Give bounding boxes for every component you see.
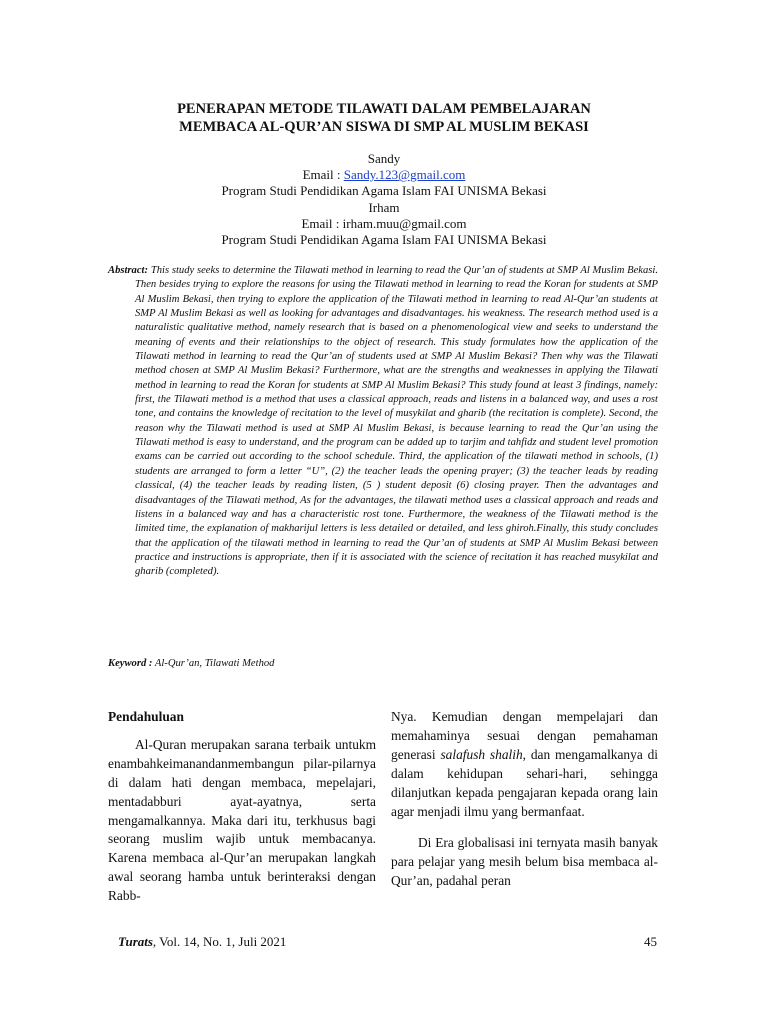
body-column-right xyxy=(391,708,658,891)
journal-name: Turats xyxy=(118,934,153,949)
footer-citation xyxy=(118,934,286,950)
body-paragraph-2: Di Era globalisasi ini ternyata masih banyak para pelajar yang mesih belum bisa membaca al-Qur’an, padahal peran xyxy=(391,835,658,889)
author-1-email-link[interactable]: Sandy.123@gmail.com xyxy=(343,167,466,183)
body-paragraph-1-part-a: Al-Quran merupakan sarana terbaik xyxy=(135,736,336,752)
author-2-email: Email : irham.muu@gmail.com xyxy=(301,215,467,231)
body-paragraph-1-cont-part-a: Nya. Kemudian dengan mempelajari dan memahaminya sesuai dengan pemahaman generasi xyxy=(391,709,658,762)
body-paragraph-1-part-c: pilar-pilarnya di dalam hati dengan membaca, mepelajari, mentadabburi ayat-ayatnya, serta mengamalkannya. Maka dari itu, terkhusus bagi seorang muslim wajib untuk membacanya. Karena membaca al-Qur’an merupakan langkah awal seorang hamba untuk berinteraksi dengan Rabb- xyxy=(108,755,376,904)
body-paragraph-1 xyxy=(108,736,376,906)
author-1-email-label: Email : xyxy=(302,167,344,183)
section-heading-pendahuluan: Pendahuluan xyxy=(108,709,184,724)
body-column-left xyxy=(108,708,376,906)
author-2-name: Irham xyxy=(368,199,400,215)
journal-volume: , Vol. 14, No. 1, Juli 2021 xyxy=(152,934,287,949)
paper-title-line-1: PENERAPAN METODE TILAWATI DALAM PEMBELAJARAN xyxy=(177,101,591,117)
author-block xyxy=(108,151,660,248)
page-number: 45 xyxy=(644,934,657,949)
paper-title-line-2: MEMBACA AL-QUR’AN SISWA DI SMP AL MUSLIM BEKASI xyxy=(179,119,589,135)
author-1-name: Sandy xyxy=(367,151,401,166)
body-paragraph-1-continued xyxy=(391,708,658,821)
body-paragraph-1-part-b: untukmenambahkeimanandanmembangun xyxy=(108,736,376,771)
keyword-label: Keyword : xyxy=(108,658,153,669)
italic-term-salafush-shalih: salafush shalih xyxy=(440,746,523,762)
author-1-affiliation: Program Studi Pendidikan Agama Islam FAI UNISMA Bekasi xyxy=(221,183,547,199)
abstract-text: This study seeks to determine the Tilawati method in learning to read the Qur’an of students at SMP Al Muslim Bekasi. Then besides trying to explore the reasons for using the Tilawati method in learning to read the Koran for students at SMP Al Muslim Bekasi, then trying to explore the application of the Tilawati method in learning to read Al-Qur’an students at SMP Al Muslim Bekasi as well as looking for advantages and disadvantages. his weakness. The research method used is a naturalistic qualitative method, namely research that is based on a phenomenological view and seeks to understand the meaning of events and their relationships to the object of research. This study formulates how the application of the Tilawati method in learning to read the Qur’an of students used at SMP Al Muslim Bekasi? Then why was the Tilawati method chosen at SMP Al Muslim Bekasi? Furthermore, what are the strengths and weaknesses in applying the Tilawati method in learning to read the Koran for students at SMP Al Muslim Bekasi? This study found at least 3 findings, namely: first, the Tilawati method is a method that uses a classical approach, reads and listens in a balanced way, and uses a rost tone, and contains the knowledge of recitation to the level of musykilat and gharib (the recitation is complete). Second, the reason why the Tilawati method is used at SMP Al Muslim Bekasi, is because learning to read the Qur’an using the Tilawati method is easy to understand, and the program can be added up to tarjim and tahfidz and student level promotion exams can be carried out according to the school schedule. Third, the application of the tilawati method in schools, (1) students are arranged to form a letter “U”, (2) the teacher leads the opening prayer; (3) the teacher leads by reading classical, (4) the teacher leads by reading listen, (5 ) student deposit (6) closing prayer. Then the advantages and disadvantages of the Tilawati method, As for the advantages, the tilawati method uses a classical approach and reads and listens in a balanced way and has a characteristic rost tone. Furthermore, the weakness of the Tilawati method is the limited time, the explanation of makharijul letters is less detailed or detailed, and less ghiroh.Finally, this study concludes that the application of the tilawati method in learning to read the Qur’an of students at SMP Al Muslim Bekasi between practice and instructions is appropriate, then if it is associated with the science of recitation it has reached musykilat and gharib (completed). xyxy=(135,265,658,578)
author-2-affiliation: Program Studi Pendidikan Agama Islam FAI UNISMA Bekasi xyxy=(221,232,547,248)
author-1-email-line xyxy=(108,167,660,183)
keyword-text: Al-Qur’an, Tilawati Method xyxy=(152,658,275,669)
paper-title xyxy=(108,100,660,136)
abstract xyxy=(108,264,658,580)
abstract-label: Abstract: xyxy=(108,265,149,276)
keywords xyxy=(108,657,274,671)
body-paragraph-1-cont-part-b: , dan mengamalkanya di dalam kehidupan sehari-hari, sehingga dilanjutkan kepada pengajaran kepada orang lain agar menjadi ilmu yang bermanfaat. xyxy=(391,746,659,819)
